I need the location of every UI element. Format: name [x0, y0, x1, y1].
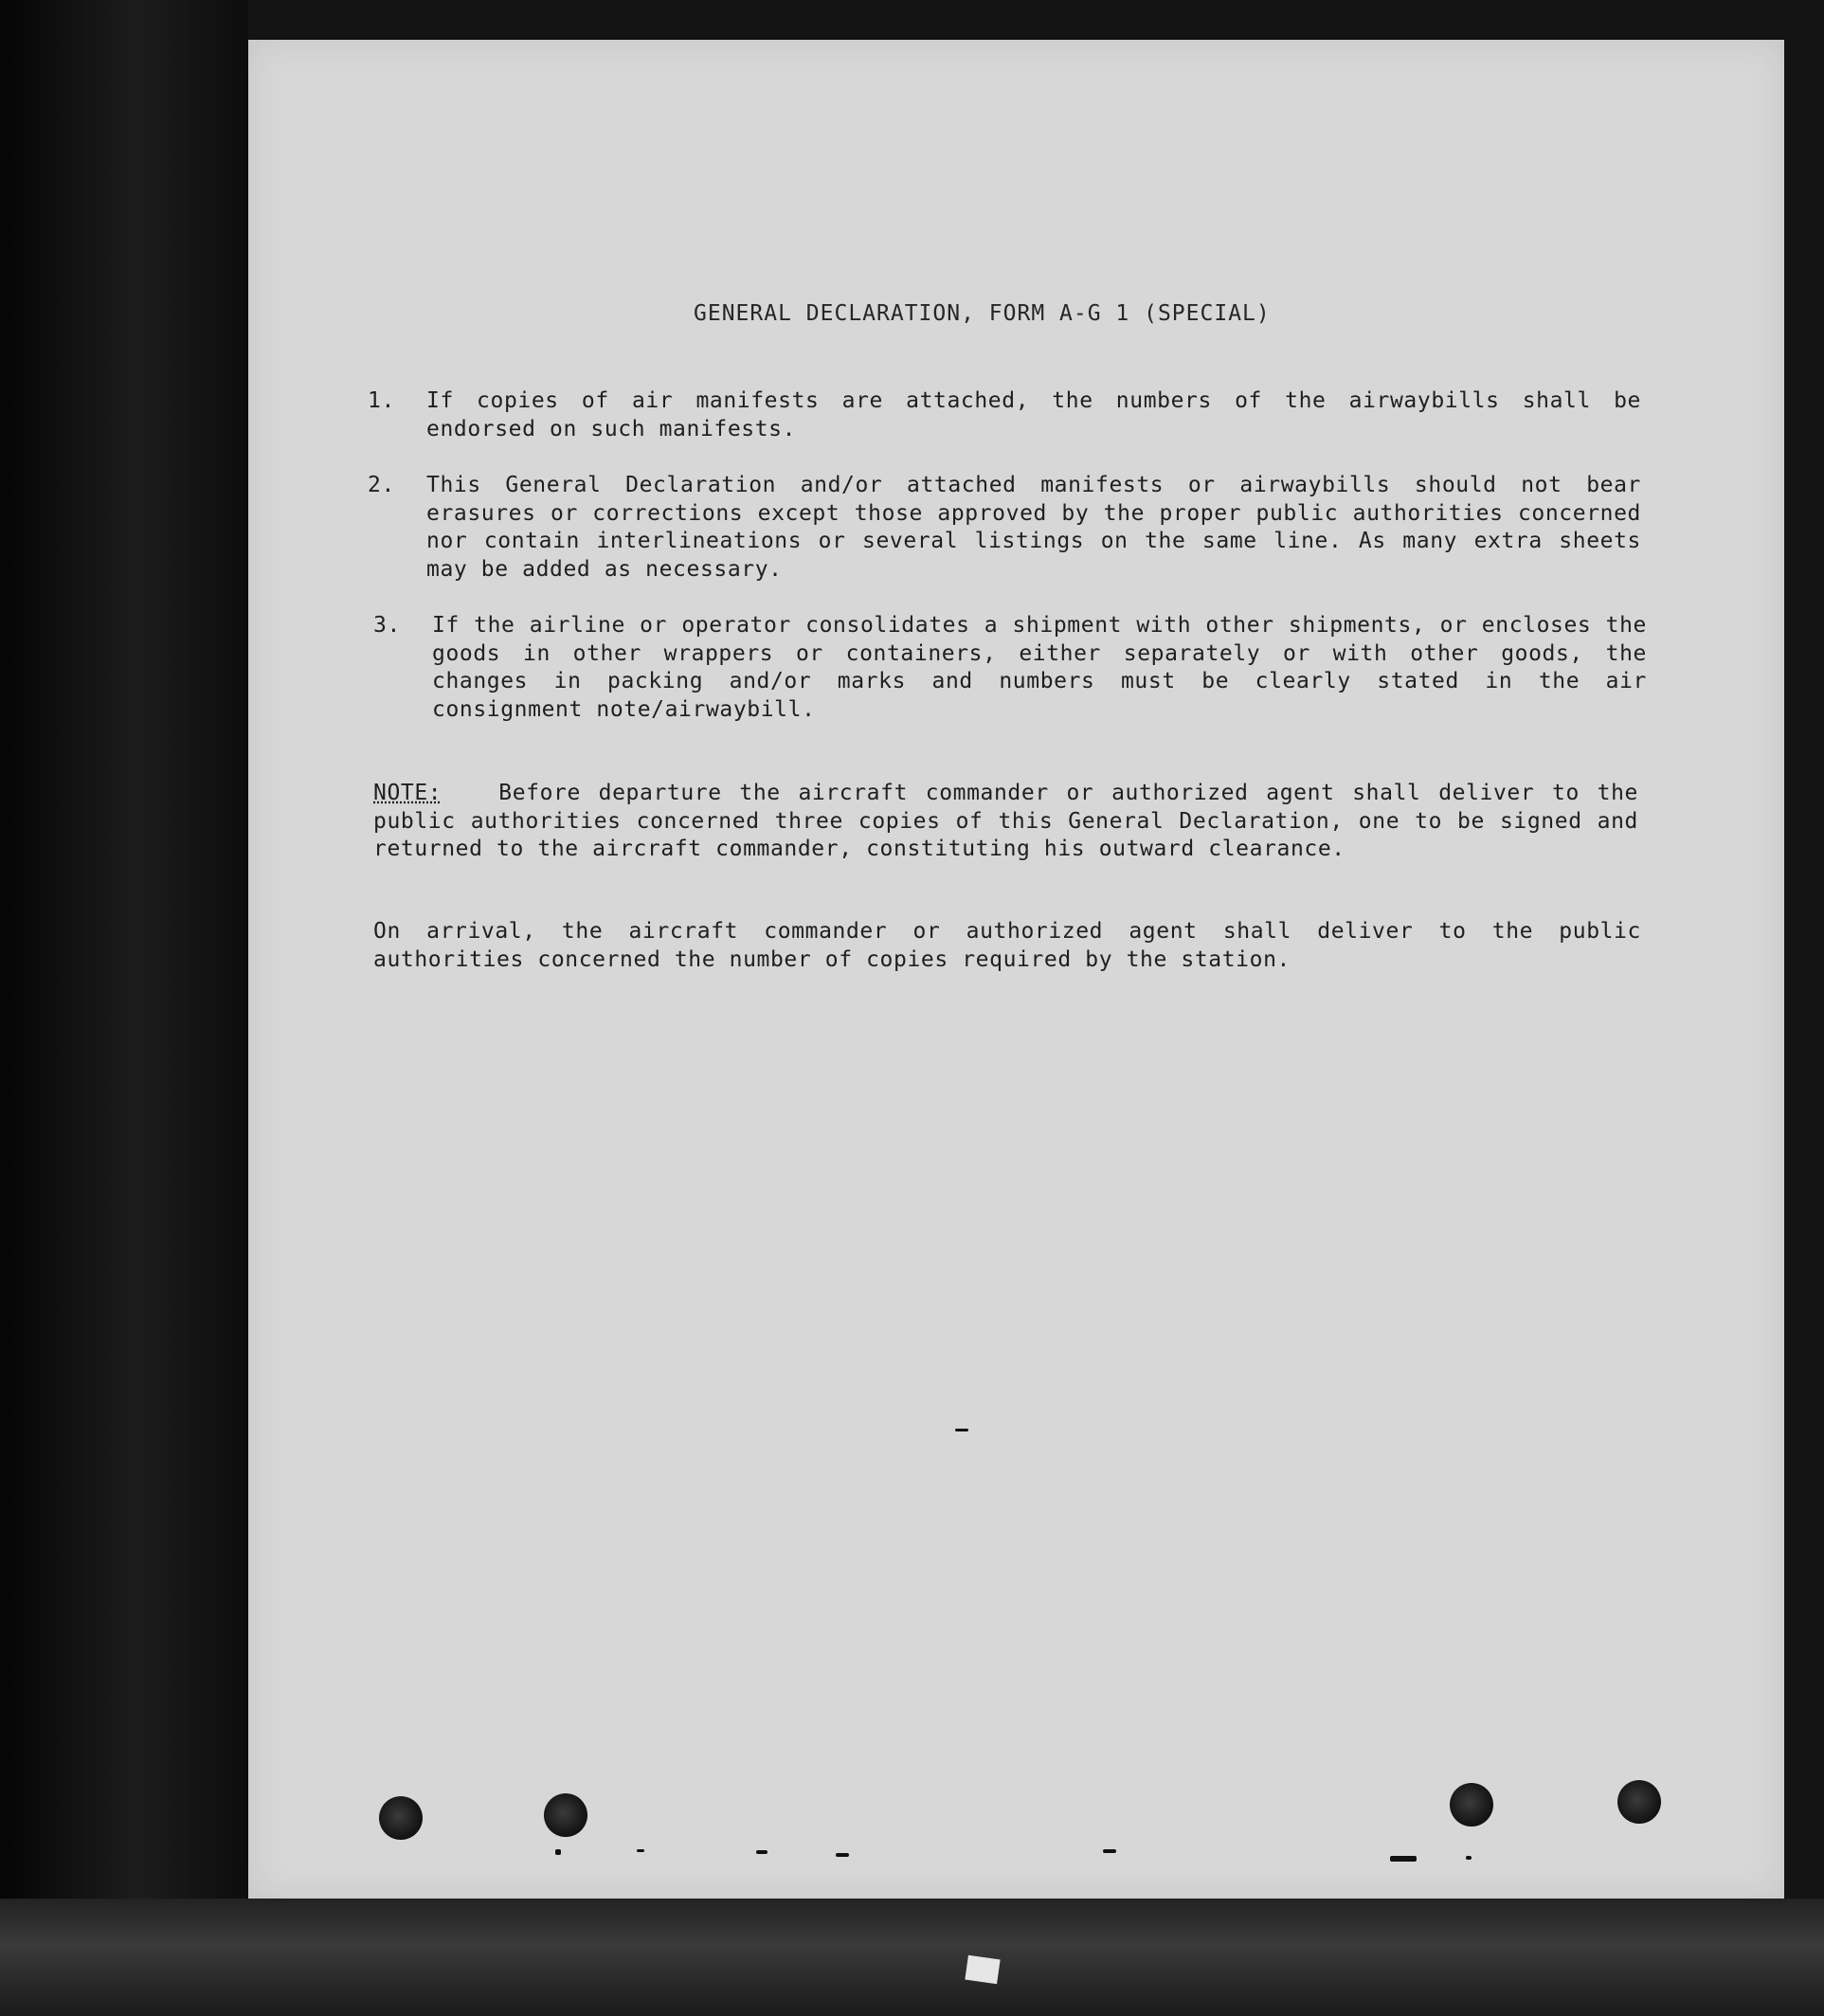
note-text: Before departure the aircraft commander or authorized agent shall deliver to the public authorities concerned three copies of this General Declaration, one to be signed and returned to the aircraft commander, constituting his outward clearance.: [373, 781, 1638, 861]
document-title: GENERAL DECLARATION, FORM A-G 1 (SPECIAL): [694, 301, 1271, 326]
list-item-number: 3.: [373, 613, 401, 638]
list-item-number: 2.: [368, 473, 395, 497]
scan-speck: [637, 1849, 644, 1852]
scan-speck: [955, 1429, 968, 1431]
punch-hole: [379, 1796, 423, 1840]
document-page: [248, 40, 1784, 1899]
list-item: [368, 387, 1641, 444]
scan-speck: [1103, 1849, 1116, 1853]
list-item-number: 1.: [368, 388, 395, 413]
note-paragraph: [373, 780, 1638, 864]
scan-speck: [555, 1849, 561, 1855]
punch-hole: [1617, 1780, 1661, 1824]
scan-tape-mark: [965, 1955, 1000, 1984]
punch-hole: [1450, 1783, 1493, 1827]
scan-speck: [756, 1850, 768, 1854]
list-item: [368, 472, 1641, 585]
scan-speck: [836, 1853, 849, 1857]
list-item-text: This General Declaration and/or attached manifests or airwaybills should not bear erasures or corrections except those approved by the proper public authorities concerned nor contain interlineations or several listings on the same line. As many extra sheets may be added as necessary.: [426, 473, 1641, 582]
list-item: [373, 612, 1647, 726]
arrival-paragraph: On arrival, the aircraft commander or authorized agent shall deliver to the public authorities concerned the number of copies required by the station.: [373, 919, 1641, 972]
note-label: NOTE:: [373, 781, 442, 805]
list-item-text: If the airline or operator consolidates a shipment with other shipments, or encloses the goods in other wrappers or containers, either separately or with other goods, the changes in packing and/or marks and numbers must be clearly stated in the air consignment note/airwaybill.: [432, 613, 1647, 722]
scan-speck: [1390, 1856, 1417, 1862]
list-item-text: If copies of air manifests are attached, the numbers of the airwaybills shall be endorsed on such manifests.: [426, 388, 1641, 441]
scan-background-bottom: [0, 1899, 1824, 2016]
scan-background-left: [0, 0, 248, 2016]
scan-speck: [1466, 1856, 1472, 1860]
punch-hole: [544, 1793, 587, 1837]
